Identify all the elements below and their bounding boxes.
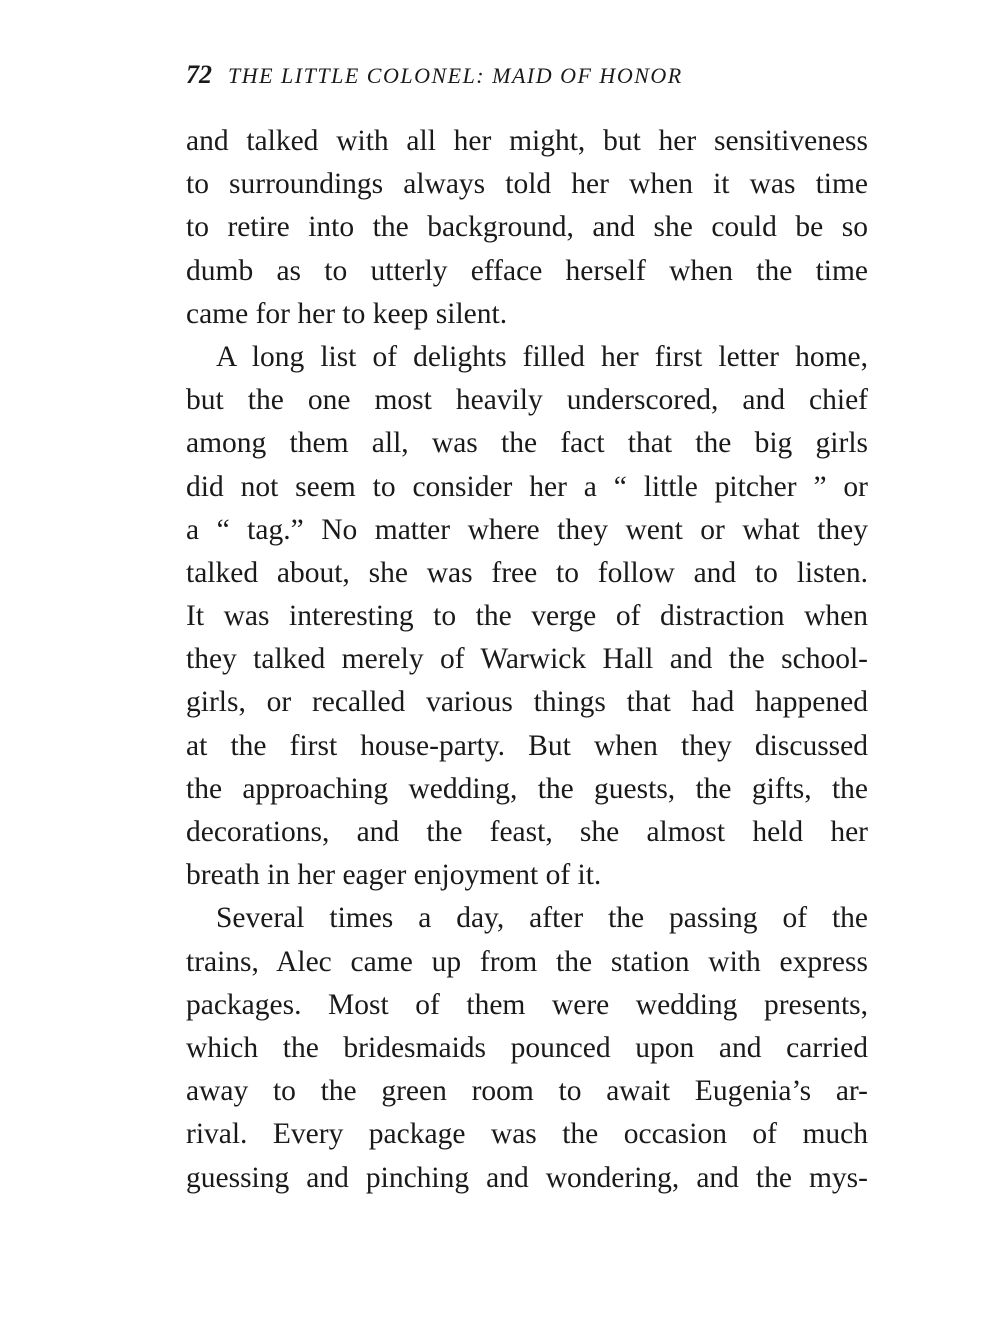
text-line: came for her to keep silent.	[186, 297, 508, 330]
page-number: 72	[186, 60, 212, 89]
text-line: Several times a day, after the passing of the	[216, 902, 868, 935]
text-line: A long list of delights filled her first letter home,	[216, 340, 868, 373]
text-line: to surroundings always told her when it was time	[186, 168, 868, 201]
text-line: It was interesting to the verge of distraction when	[186, 600, 868, 633]
text-line: packages. Most of them were wedding presents,	[186, 988, 868, 1021]
text-line: among them all, was the fact that the big girls	[186, 427, 868, 460]
text-line: the approaching wedding, the guests, the gifts, the	[186, 772, 868, 805]
text-line: talked about, she was free to follow and to listen.	[186, 556, 868, 589]
text-line: and talked with all her might, but her sensitiveness	[186, 125, 868, 157]
text-line: but the one most heavily underscored, and chief	[186, 384, 868, 417]
body-text	[186, 120, 868, 1200]
paragraph-3	[186, 897, 868, 1199]
paragraph-2	[186, 336, 868, 897]
text-line: to retire into the background, and she could be so	[186, 211, 868, 244]
text-line: girls, or recalled various things that had happened	[186, 686, 868, 719]
text-line: dumb as to utterly efface herself when the time	[186, 254, 868, 287]
text-line: they talked merely of Warwick Hall and the school-	[186, 643, 868, 676]
text-line: a “ tag.” No matter where they went or what they	[186, 513, 868, 546]
running-head	[186, 60, 876, 96]
text-line: away to the green room to await Eugenia’s ar-	[186, 1075, 868, 1108]
paragraph-1	[186, 120, 868, 336]
text-line: at the first house-party. But when they discussed	[186, 729, 868, 762]
text-line: rival. Every package was the occasion of much	[186, 1118, 868, 1151]
text-line: decorations, and the feast, she almost held her	[186, 816, 868, 848]
text-line: guessing and pinching and wondering, and the mys-	[186, 1161, 868, 1194]
text-line: did not seem to consider her a “ little pitcher ” or	[186, 470, 868, 503]
text-line: which the bridesmaids pounced upon and carried	[186, 1031, 868, 1064]
text-line: trains, Alec came up from the station with express	[186, 945, 868, 978]
running-title: THE LITTLE COLONEL: MAID OF HONOR	[228, 63, 683, 88]
text-line: breath in her eager enjoyment of it.	[186, 859, 602, 892]
